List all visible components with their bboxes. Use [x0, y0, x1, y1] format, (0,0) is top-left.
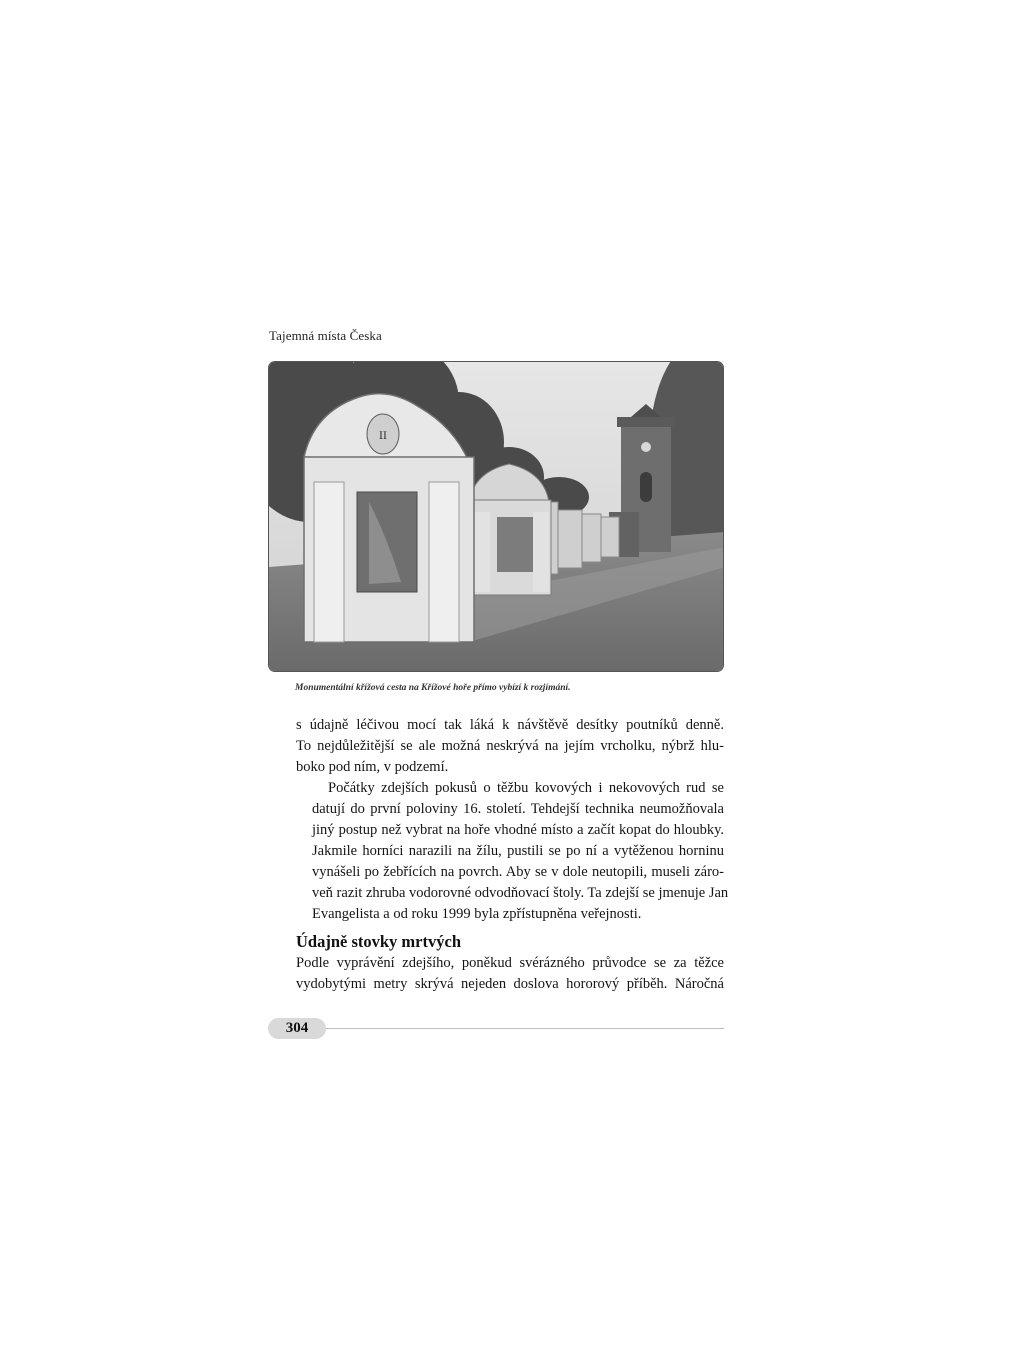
- text-line: Podle vyprávění zdejšího, poněkud svérázného průvodce se za těžce: [296, 955, 724, 971]
- chapel-mid: [469, 464, 551, 595]
- text-line: veň razit zhruba vodorovné odvodňovací štoly. Ta zdejší se jmenuje Jan: [312, 885, 729, 901]
- page-number: 304: [268, 1018, 326, 1039]
- text-line: Počátky zdejších pokusů o těžbu kovových i nekovových rud se: [328, 780, 724, 796]
- running-head: Tajemná místa Česka: [269, 328, 382, 343]
- section-heading: Údajně stovky mrtvých: [296, 932, 461, 951]
- station-numeral: II: [379, 431, 387, 442]
- paragraph-2: [296, 778, 729, 925]
- text-line: boko pod ním, v podzemí.: [296, 759, 449, 775]
- paragraph-1: [296, 715, 724, 778]
- body-text: [296, 715, 729, 925]
- text-line: jiný postup než vybrat na hoře vhodné místo a začít kopat do hloubky.: [312, 822, 724, 838]
- text-line: vynášeli po žebřících na povrch. Aby se v dole neutopili, museli záro-: [312, 864, 724, 880]
- text-line: datují do první poloviny 16. století. Tehdejší technika neumožňovala: [312, 801, 724, 817]
- body-text-2: [296, 953, 724, 995]
- text-line: vydobytými metry skrývá nejeden doslova hororový příběh. Náročná: [296, 976, 724, 992]
- text-line: Jakmile horníci narazili na žílu, pustili se po ní a vytěženou horninu: [312, 843, 724, 859]
- text-line: To nejdůležitější se ale možná neskrývá na jejím vrcholku, nýbrž hlu-: [296, 738, 724, 754]
- text-line: s údajně léčivou mocí tak láká k návštěvě desítky poutníků denně.: [296, 717, 724, 733]
- text-line: Evangelista a od roku 1999 byla zpřístupněna veřejnosti.: [312, 906, 642, 922]
- photo-calvary-chapels: [268, 361, 724, 672]
- footer-rule: [326, 1028, 724, 1029]
- photo-caption: Monumentální křížová cesta na Křížové hoře přímo vybízí k rozjímání.: [295, 683, 571, 693]
- chapel-front: [304, 394, 474, 642]
